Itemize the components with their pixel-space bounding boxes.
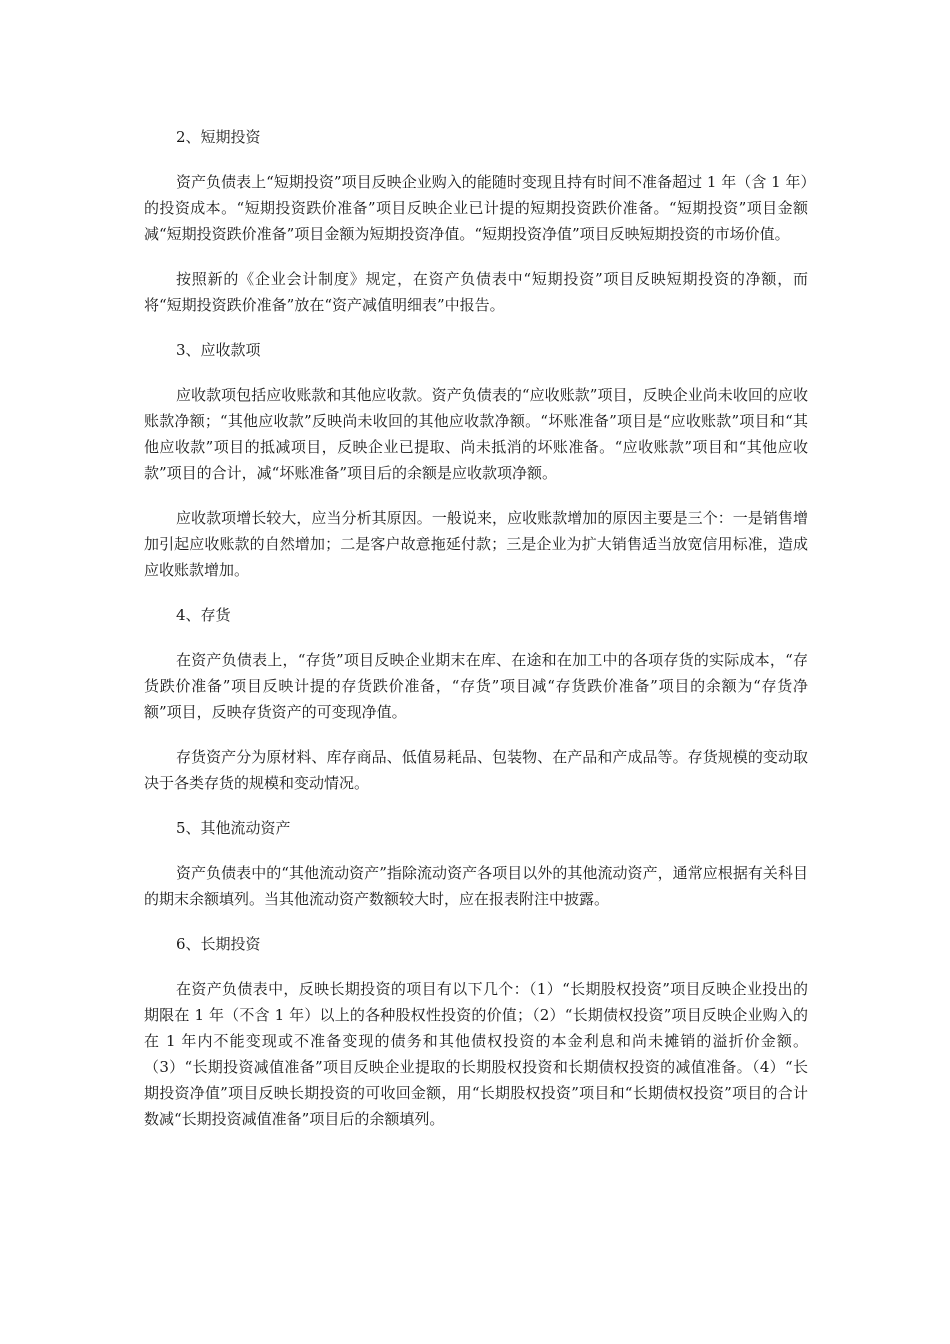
paragraph: 在资产负债表上，“存货”项目反映企业期末在库、在途和在加工中的各项存货的实际成本，“存货跌价准备”项目反映计提的存货跌价准备，“存货”项目减“存货跌价准备”项目的余额为“存货净额”项目，反映存货资产的可变现净值。: [144, 651, 808, 721]
section-inventory: [144, 602, 808, 796]
paragraph: 存货资产分为原材料、库存商品、低值易耗品、包装物、在产品和产成品等。存货规模的变动取决于各类存货的规模和变动情况。: [144, 748, 808, 792]
section-other-current-assets: [144, 815, 808, 912]
section-long-term-investment: [144, 931, 808, 1132]
paragraph: 在资产负债表中，反映长期投资的项目有以下几个：（1）“长期股权投资”项目反映企业投出的期限在 1 年（不含 1 年）以上的各种股权性投资的价值；（2）“长期债权投资”项目反映企业购入的在 1 年内不能变现或不准备变现的债务和其他债权投资的本金利息和尚未摊销的溢折价金额。（3）“长期投资减值准备”项目反映企业提取的长期股权投资和长期债权投资的减值准备。（4）“长期投资净值”项目反映长期投资的可收回金额，用“长期股权投资”项目和“长期债权投资”项目的合计数减“长期投资减值准备”项目后的余额填列。: [144, 980, 808, 1128]
section-heading: 6、长期投资: [176, 935, 261, 953]
section-heading: 4、存货: [176, 606, 231, 624]
paragraph: 按照新的《企业会计制度》规定，在资产负债表中“短期投资”项目反映短期投资的净额，而将“短期投资跌价准备”放在“资产减值明细表”中报告。: [144, 270, 808, 314]
paragraph: 资产负债表上“短期投资”项目反映企业购入的能随时变现且持有时间不准备超过 1 年（含 1 年）的投资成本。“短期投资跌价准备”项目反映企业已计提的短期投资跌价准备。“短期投资”项目金额减“短期投资跌价准备”项目金额为短期投资净值。“短期投资净值”项目反映短期投资的市场价值。: [144, 173, 808, 243]
paragraph: 资产负债表中的“其他流动资产”指除流动资产各项目以外的其他流动资产，通常应根据有关科目的期末余额填列。当其他流动资产数额较大时，应在报表附注中披露。: [144, 864, 808, 908]
section-receivables: [144, 337, 808, 583]
section-heading: 5、其他流动资产: [176, 819, 291, 837]
section-short-term-investment: [144, 124, 808, 318]
document-body: [144, 124, 808, 1132]
paragraph: 应收款项包括应收账款和其他应收款。资产负债表的“应收账款”项目，反映企业尚未收回的应收账款净额；“其他应收款”反映尚未收回的其他应收款净额。“坏账准备”项目是“应收账款”项目和“其他应收款”项目的抵减项目，反映企业已提取、尚未抵消的坏账准备。“应收账款”项目和“其他应收款”项目的合计，减“坏账准备”项目后的余额是应收款项净额。: [144, 386, 808, 482]
paragraph: 应收款项增长较大，应当分析其原因。一般说来，应收账款增加的原因主要是三个：一是销售增加引起应收账款的自然增加；二是客户故意拖延付款；三是企业为扩大销售适当放宽信用标准，造成应收账款增加。: [144, 509, 808, 579]
section-heading: 2、短期投资: [176, 128, 261, 146]
section-heading: 3、应收款项: [176, 341, 261, 359]
